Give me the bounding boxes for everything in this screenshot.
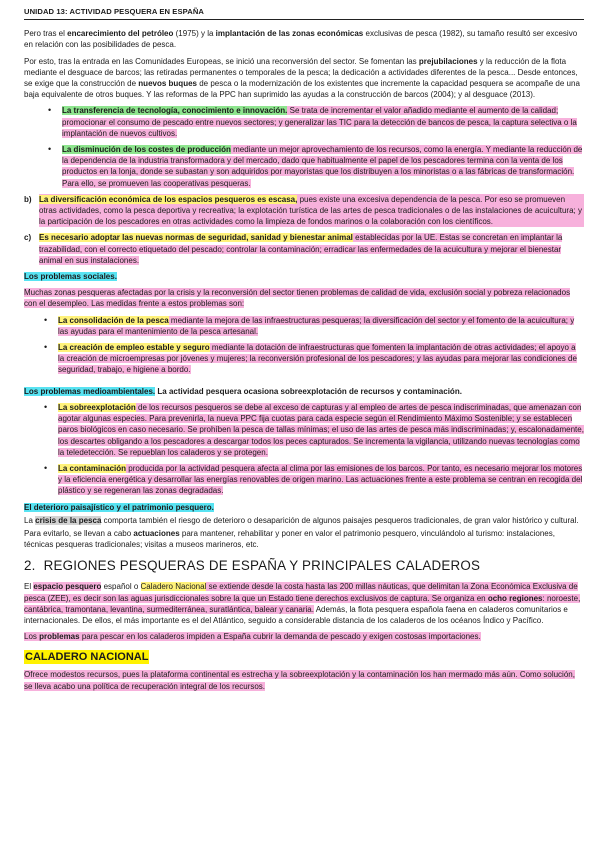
document-page [24,6,584,697]
lettered-item-c: c) Es necesario adoptar las nuevas normas de seguridad, sanidad y bienestar animal establecidas por la UE. Estas se concretan en implantar la trazabilidad, con el correcto etiquetado del pescado; controlar la contaminación; erradicar las enfermedades de la acuicultura y mejorar el bienestar animal en sus instalaciones. [24,233,563,265]
list-item: • La sobreexplotación de los recursos pesqueros se debe al exceso de capturas y al empleo de artes de pesca indiscriminadas, que amenazan con agotar algunas especies. Para prevenirla, la nueva PPC fija cuotas para cada especie según el Rendimiento Máximo Sostenible; y se establecen paros biológicos en caso necesario. Se prohíben la pesca de tallas mínimas; el uso de las artes de pesca más indiscriminadas; y, escalonadamente, los descartes obligando a los pescadores a descargar todos los peces capturados. Se incrementa la vigilancia, utilizando nuevas tecnologías como la teledetección. Se repueblan los caladeros y se protegen. [58,402,584,458]
unit-header: UNIDAD 13: ACTIVIDAD PESQUERA EN ESPAÑA [24,6,584,20]
environment-list [24,402,584,497]
list-item: • La transferencia de tecnología, conocimiento e innovación. Se trata de incrementar el valor añadido mediante el aumento de la calidad; promocionar el consumo de pescado entre nuevos sectores; y generalizar las TIC para la detección de bancos de pesca, la captura selectiva o la implantación de nuevos cultivos. [62,105,584,139]
section-3-paragraph: Ofrece modestos recursos, pues la plataforma continental es estrecha y la sobreexplotación y la contaminación los han mermado más aún. Como solución, se lleva acabo una política de recuperación integral de los recursos. [24,670,575,691]
measures-list [24,105,584,188]
landscape-paragraph-1: La crisis de la pesca comporta también el riesgo de deterioro o desaparición de algunos paisajes pesqueros tradicionales, de gran valor histórico y cultural. [24,515,579,525]
section-heading-social: Los problemas sociales. [24,272,117,282]
section-heading-landscape: El deterioro paisajístico y el patrimonio pesquero. [24,502,214,512]
intro-paragraph-2: Por esto, tras la entrada en las Comunidades Europeas, se inició una reconversión del sector. Se fomentan las prejubilaciones y la reducción de la flota mediante el desguace de barcos; las retiradas permanentes o temporales de la pesca; la dedicación a actividades diferentes de la pesca... Desde entonces, se exige que la construcción de nuevos buques de pesca o la modernización de los existentes que incremente la capacidad pesquera se acompañe de una baja equivalente de otros buques. Y las reformas de la PPC han suprimido las ayudas a la construcción de barcos (2004); y al desguace (2013). [24,56,580,100]
list-item: • La contaminación producida por la actividad pesquera afecta al clima por las emisiones de los barcos. Por tanto, es necesario mejorar los motores y la eficiencia energética y desarrollar las energías renovables de origen marino. Las actuaciones frente a este problema se centran en recogida del plástico y se regeneran las zonas degradadas. [58,463,584,497]
section-3-heading: CALADERO NACIONAL [25,651,149,664]
social-list [24,315,584,376]
lettered-item-b: b) La diversificación económica de los espacios pesqueros es escasa, pues existe una excesiva dependencia de la pesca. Por eso se promueven otras actividades, como la pesca deportiva y recreativa; la explotación turística de las artes de pesca tradicionales o de las instalaciones de acuicultura; y la participación de los pescadores en otras actividades como la limpieza de fondos marinos o la colaboración con los científicos. [24,194,584,228]
section-2-paragraph-2: Los problemas para pescar en los caladeros impiden a España cubrir la demanda de pescado y exigen costosas importaciones. [24,632,481,642]
landscape-paragraph-2: Para evitarlo, se llevan a cabo actuaciones para mantener, rehabilitar y poner en valor el patrimonio pesquero, vinculándolo al turismo: instalaciones, técnicas pesqueras tradicionales; visitas a museos marineros, etc. [24,528,555,550]
section-2-heading: 2. REGIONES PESQUERAS DE ESPAÑA Y PRINCIPALES CALADEROS [24,558,481,574]
social-intro: Muchas zonas pesqueras afectadas por la crisis y la reconversión del sector tienen problemas de calidad de vida, exclusión social y pobreza relacionados con el desempleo. Las medidas frente a estos problemas son: [24,288,571,309]
list-item: • La consolidación de la pesca mediante la mejora de las infraestructuras pesqueras; la diversificación del sector y el fomento de la acuicultura; y las ayudas para el mantenimiento de la pesca artesanal. [58,315,584,337]
section-heading-environment: Los problemas medioambientales. La actividad pesquera ocasiona sobreexplotación de recursos y contaminación. [24,386,462,396]
list-item: • La creación de empleo estable y seguro mediante la dotación de infraestructuras que fomenten la implantación de otras actividades; el apoyo a la creación de microempresas por jóvenes y mujeres; la reconversión profesional de los pescadores; y las ayudas para mejorar las condiciones de seguridad, trabajo, e higiene a bordo. [58,342,584,376]
section-2-paragraph-1: El espacio pesquero español o Caladero Nacional se extiende desde la costa hasta las 200 millas náuticas, que delimitan la Zona Económica Exclusiva de pesca (ZEE), es decir son las aguas jurisdiccionales sobre la que un Estado tiene derechos exclusivos de captura. Se organiza en ocho regiones: noroeste, cantábrica, tramontana, levantina, surmediterránea, suratlántica, balear y canaria. Además, la flota pesquera española faena en caladeros comunitarios e internacionales. De ellos, el más importante es el del Atlántico, seguido a considerable distancia de los caladeros de los océanos Índico y Pacífico. [24,582,581,625]
list-item: • La disminución de los costes de producción mediante un mejor aprovechamiento de los recursos, como la energía. Y mediante la reducción de la dependencia de la industria transformadora y del mercado, dado que habitualmente el papel de los pescadores termina con la venta de los productos en la lonja, donde se subastan y son adquiridos por mayoristas que los distribuyen a los minoristas o a las fábricas de transformación. Para ello, se promueven las cooperativas pesqueras. [62,144,584,189]
intro-paragraph-1: Pero tras el encarecimiento del petróleo (1975) y la implantación de las zonas económicas exclusivas de pesca (1982), su tamaño resultó ser excesivo en relación con las posibilidades de pesca. [24,29,578,50]
